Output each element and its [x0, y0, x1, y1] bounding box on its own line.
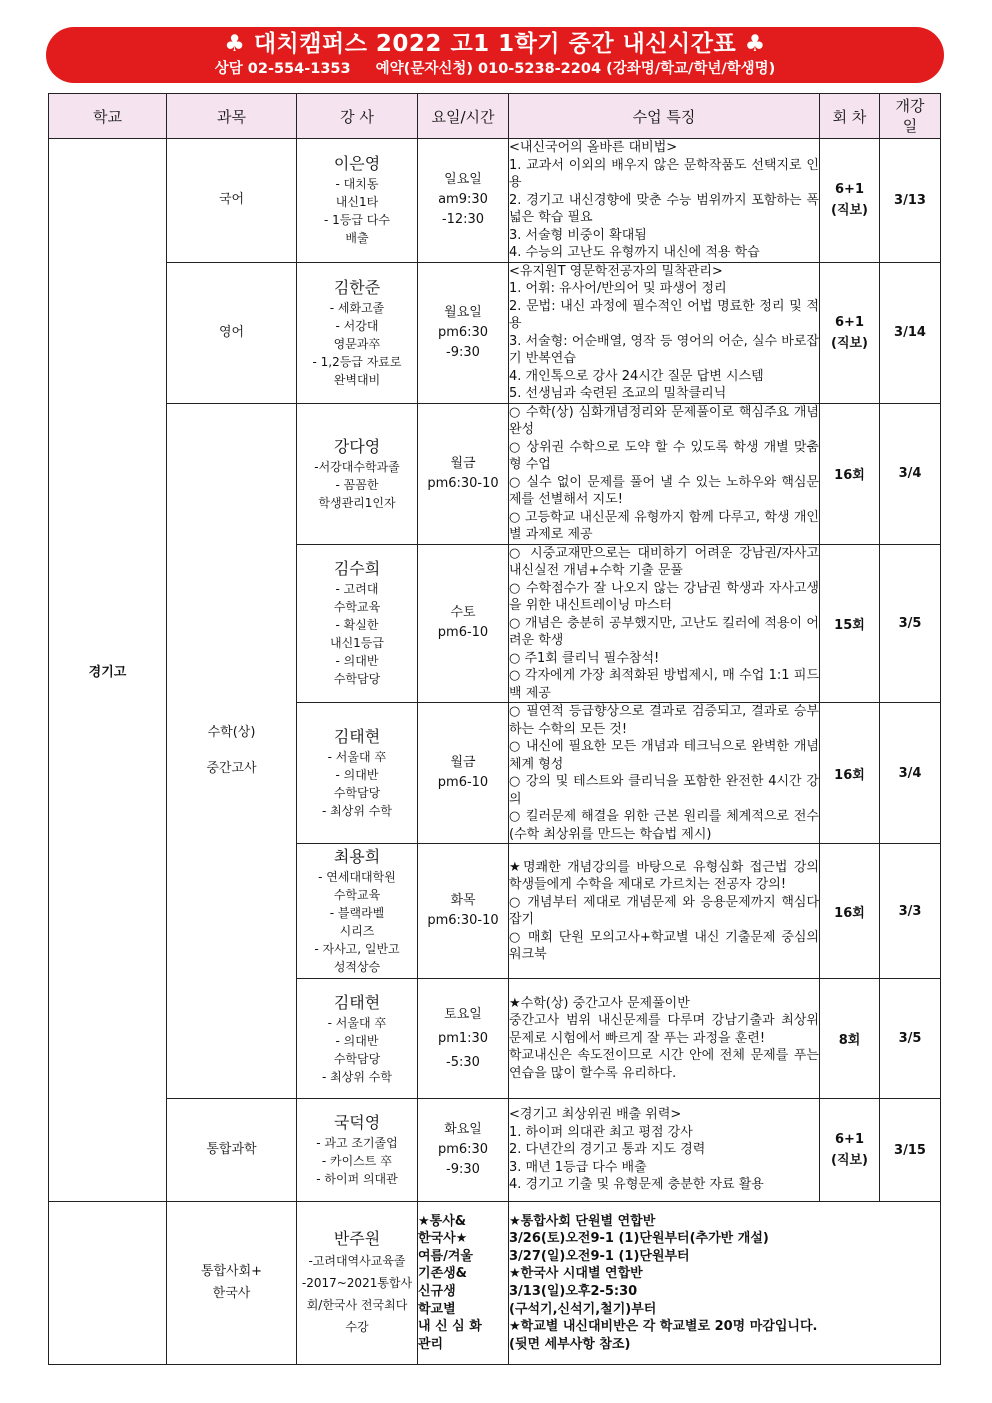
feature-line: 3. 서술형 비중이 확대됨	[509, 227, 647, 243]
header-time: 요일/시간	[418, 94, 509, 139]
sessions-cell: 16회	[820, 844, 880, 979]
feature-line: ○ 강의 및 테스트와 클리닉을 포함한 완전한 4시간 강의	[509, 774, 819, 807]
subject-math	[167, 403, 297, 1099]
sessions-cell: 15회	[820, 544, 880, 703]
feature-line: ★한국사 시대별 연합반	[509, 1266, 643, 1282]
feature-line: 3. 서술형: 어순배열, 영작 등 영어의 어순, 실수 바로잡기 반복연습	[509, 333, 819, 366]
teacher-name: 김수희	[333, 559, 381, 579]
feature-line: ○ 개념은 충분히 공부했지만, 고난도 킬러에 적용이 어려운 학생	[509, 615, 819, 648]
features-cell	[509, 844, 820, 979]
teacher-name: 김태현	[333, 727, 381, 746]
teacher-name: 김한준	[333, 277, 381, 297]
teacher-notes: -고려대역사교육졸 -2017~2021통합사회/한국사 전국최다수강	[301, 1254, 413, 1334]
feature-line: ★학교별 내신대비반은 각 학교별로 20명 마감입니다.	[509, 1319, 818, 1335]
features-cell	[509, 979, 820, 1099]
teacher-name: 이은영	[333, 154, 381, 174]
feature-line: ○ 내신에 필요한 모든 개념과 테크닉으로 완벽한 개념체계 형성	[509, 739, 819, 772]
feature-line: 학교내신은 속도전이므로 시간 안에 전체 문제를 푸는 연습을 많이 할수록 유리하다.	[509, 1048, 819, 1081]
teacher-notes: - 세화고졸 - 서강대 영문과卒 - 1,2등급 자료로 완벽대비	[312, 300, 402, 387]
banner-reservation: 예약(문자신청) 010-5238-2204 (강좌명/학교/학년/학생명)	[375, 61, 776, 77]
feature-line: 3/13(일)오후2-5:30	[509, 1284, 638, 1299]
feature-line: 3/26(토)오전9-1 (1)단원부터(추가반 개설)	[509, 1231, 769, 1247]
open-date-cell: 3/3	[880, 844, 941, 979]
class-time: 화목 pm6:30-10	[418, 844, 509, 979]
feature-line: ○ 상위권 수학으로 도약 할 수 있도록 학생 개별 맞춤형 수업	[509, 439, 819, 472]
class-time: 월금 pm6:30-10	[418, 403, 509, 544]
feature-line: ○ 매회 단원 모의고사+학교별 내신 기출문제 중심의 워크북	[509, 929, 819, 962]
header-features: 수업 특징	[509, 94, 820, 139]
feature-line: ○ 시중교재만으로는 대비하기 어려운 강남권/자사고 내신실전 개념+수학 기출 문풀	[509, 545, 819, 578]
teacher-name: 김태현	[333, 992, 381, 1012]
feature-line: (뒷면 세부사항 참조)	[509, 1336, 631, 1352]
table-row	[49, 1202, 941, 1365]
header-subject: 과목	[167, 94, 297, 139]
feature-line: ○ 각자에게 가장 최적화된 방법제시, 매 수업 1:1 피드백 제공	[509, 668, 819, 701]
open-date-cell: 3/13	[880, 139, 941, 263]
timetable	[48, 93, 941, 1365]
teacher-name: 강다영	[333, 436, 381, 456]
feature-line: ○ 킬러문제 해결을 위한 근본 원리를 체계적으로 전수 (수학 최상위를 만드는 학습법 제시)	[509, 809, 819, 842]
class-time: ★통사& 한국사★ 여름/겨울 기존생& 신규생 학교별 내 신 심 화 관리	[418, 1202, 509, 1365]
features-cell	[509, 139, 820, 263]
features-cell	[509, 403, 820, 544]
feature-line: ○ 수학(상) 심화개념정리와 문제풀이로 핵심주요 개념완성	[509, 404, 819, 437]
class-time: 토요일 pm1:30 -5:30	[418, 979, 509, 1099]
teacher-cell	[297, 979, 418, 1099]
feature-line: 3/27(일)오전9-1 (1)단원부터	[509, 1248, 690, 1264]
feature-line: ○ 주1회 클리닉 필수참석!	[509, 650, 660, 666]
features-cell	[509, 1202, 941, 1365]
subject-math-line1: 수학(상)	[207, 724, 256, 740]
open-date-cell: 3/14	[880, 262, 941, 403]
school-cell: 경기고	[49, 139, 167, 1202]
feature-line: ★명쾌한 개념강의를 바탕으로 유형심화 접근법 강의 학생들에게 수학을 제대로 가르치는 전공자 강의!	[509, 859, 819, 892]
open-date-cell: 3/5	[880, 979, 941, 1099]
subject-social-line1: 통합사회+	[200, 1264, 263, 1279]
teacher-cell	[297, 544, 418, 703]
teacher-name: 최용희	[333, 847, 381, 866]
feature-line: 1. 어휘: 유사어/반의어 및 파생어 정리	[509, 281, 727, 296]
feature-line: ○ 수학점수가 잘 나오지 않는 강남권 학생과 자사고생을 위한 내신트레이닝 마스터	[509, 580, 819, 613]
header-open-date-text: 개강일	[895, 97, 925, 135]
feature-line: 2. 경기고 내신경향에 맞춘 수능 범위까지 포함하는 폭넓은 학습 필요	[509, 192, 819, 225]
class-time: 월요일 pm6:30 -9:30	[418, 262, 509, 403]
features-cell	[509, 1099, 820, 1202]
class-time: 월금 pm6-10	[418, 703, 509, 844]
table-row	[49, 262, 941, 403]
teacher-notes: - 대치동 내신1타 - 1등급 다수 배출	[324, 177, 390, 246]
feature-line: ○ 필연적 등급향상으로 결과로 검증되고, 결과로 승부하는 수학의 모든 것!	[509, 704, 819, 737]
header-open-date	[880, 94, 941, 139]
feature-line: 1. 교과서 이외의 배우지 않은 문학작품도 선택지로 인용	[509, 157, 819, 190]
table-row	[49, 1099, 941, 1202]
subject-korean: 국어	[167, 139, 297, 263]
subject-english: 영어	[167, 262, 297, 403]
subject-social	[167, 1202, 297, 1365]
feature-line: 4. 수능의 고난도 유형까지 내신에 적용 학습	[509, 245, 760, 260]
header-sessions: 회 차	[820, 94, 880, 139]
open-date-cell: 3/5	[880, 544, 941, 703]
feature-line: <유지원T 영문학전공자의 밀착관리>	[509, 263, 723, 279]
teacher-notes: - 고려대 수학교육 - 확실한 내신1등급 - 의대반 수학담당	[329, 582, 384, 687]
feature-line: 5. 선생님과 숙련된 조교의 밀착클리닉	[509, 386, 727, 401]
feature-line: 4. 경기고 기출 및 유형문제 충분한 자료 활용	[509, 1177, 764, 1193]
feature-line: ★수학(상) 중간고사 문제풀이반	[509, 995, 690, 1011]
teacher-cell	[297, 1202, 418, 1365]
school-cell-continued	[49, 1202, 167, 1365]
subject-math-line2: 중간고사	[206, 760, 257, 776]
table-row	[49, 403, 941, 544]
teacher-cell	[297, 844, 418, 979]
title-banner	[46, 27, 944, 83]
teacher-name: 반주원	[333, 1229, 381, 1248]
feature-line: ★통합사회 단원별 연합반	[509, 1213, 656, 1229]
open-date-cell: 3/4	[880, 703, 941, 844]
header-row	[49, 94, 941, 139]
feature-line: 4. 개인톡으로 강사 24시간 질문 답변 시스템	[509, 368, 764, 384]
feature-line: 3. 매년 1등급 다수 배출	[509, 1159, 647, 1175]
sessions-cell: 6+1 (직보)	[820, 139, 880, 263]
feature-line: <경기고 최상위권 배출 위력>	[509, 1107, 682, 1123]
sessions-cell: 16회	[820, 703, 880, 844]
banner-contact-line	[46, 59, 944, 79]
teacher-notes: - 연세대대학원 수학교육 - 블랙라벨 시리즈 - 자사고, 일반고 성적상승	[314, 870, 400, 974]
sessions-cell: 6+1 (직보)	[820, 262, 880, 403]
feature-line: (구석기,신석기,철기)부터	[509, 1301, 657, 1317]
sessions-cell: 6+1 (직보)	[820, 1099, 880, 1202]
teacher-cell	[297, 403, 418, 544]
features-cell	[509, 262, 820, 403]
teacher-cell	[297, 1099, 418, 1202]
features-cell	[509, 703, 820, 844]
feature-line: ○ 실수 없이 문제를 풀어 낼 수 있는 노하우와 핵심문제를 선별해서 지도!	[509, 474, 819, 507]
open-date-cell: 3/15	[880, 1099, 941, 1202]
features-cell	[509, 544, 820, 703]
teacher-name: 국덕영	[333, 1113, 381, 1132]
teacher-notes: - 과고 조기졸업 - 카이스트 卒 - 하이퍼 의대관	[316, 1136, 398, 1186]
sessions-cell: 8회	[820, 979, 880, 1099]
feature-line: 중간고사 범위 내신문제를 다루며 강남기출과 최상위 문제로 시험에서 빠르게 잘 푸는 과정을 훈련!	[509, 1013, 819, 1046]
header-teacher: 강 사	[297, 94, 418, 139]
subject-science: 통합과학	[167, 1099, 297, 1202]
class-time: 일요일 am9:30 -12:30	[418, 139, 509, 263]
feature-line: 1. 하이퍼 의대관 최고 평점 강사	[509, 1124, 693, 1140]
teacher-cell	[297, 139, 418, 263]
class-time: 수토 pm6-10	[418, 544, 509, 703]
feature-line: <내신국어의 올바른 대비법>	[509, 140, 678, 155]
feature-line: ○ 고등학교 내신문제 유형까지 함께 다루고, 학생 개인별 과제로 제공	[509, 509, 819, 542]
banner-title: ♣ 대치캠퍼스 2022 고1 1학기 중간 내신시간표 ♣	[224, 31, 766, 57]
teacher-cell	[297, 262, 418, 403]
feature-line: 2. 다년간의 경기고 통과 지도 경력	[509, 1142, 706, 1158]
feature-line: ○ 개념부터 제대로 개념문제 와 응용문제까지 핵심다잡기	[509, 894, 819, 927]
spacer	[167, 746, 296, 756]
teacher-cell	[297, 703, 418, 844]
feature-line: 2. 문법: 내신 과정에 필수적인 어법 명료한 정리 및 적용	[509, 298, 819, 331]
sessions-cell: 16회	[820, 403, 880, 544]
open-date-cell: 3/4	[880, 403, 941, 544]
teacher-notes: - 서울대 卒 - 의대반 수학담당 - 최상위 수학	[322, 750, 392, 818]
header-school: 학교	[49, 94, 167, 139]
table-row	[49, 139, 941, 263]
banner-contact: 상담 02-554-1353	[214, 61, 351, 77]
teacher-notes: - 서울대 卒 - 의대반 수학담당 - 최상위 수학	[322, 1015, 392, 1084]
subject-social-line2: 한국사	[212, 1286, 251, 1301]
teacher-notes: -서강대수학과졸 - 꼼꼼한 학생관리1인자	[314, 459, 400, 510]
class-time: 화요일 pm6:30 -9:30	[418, 1099, 509, 1202]
